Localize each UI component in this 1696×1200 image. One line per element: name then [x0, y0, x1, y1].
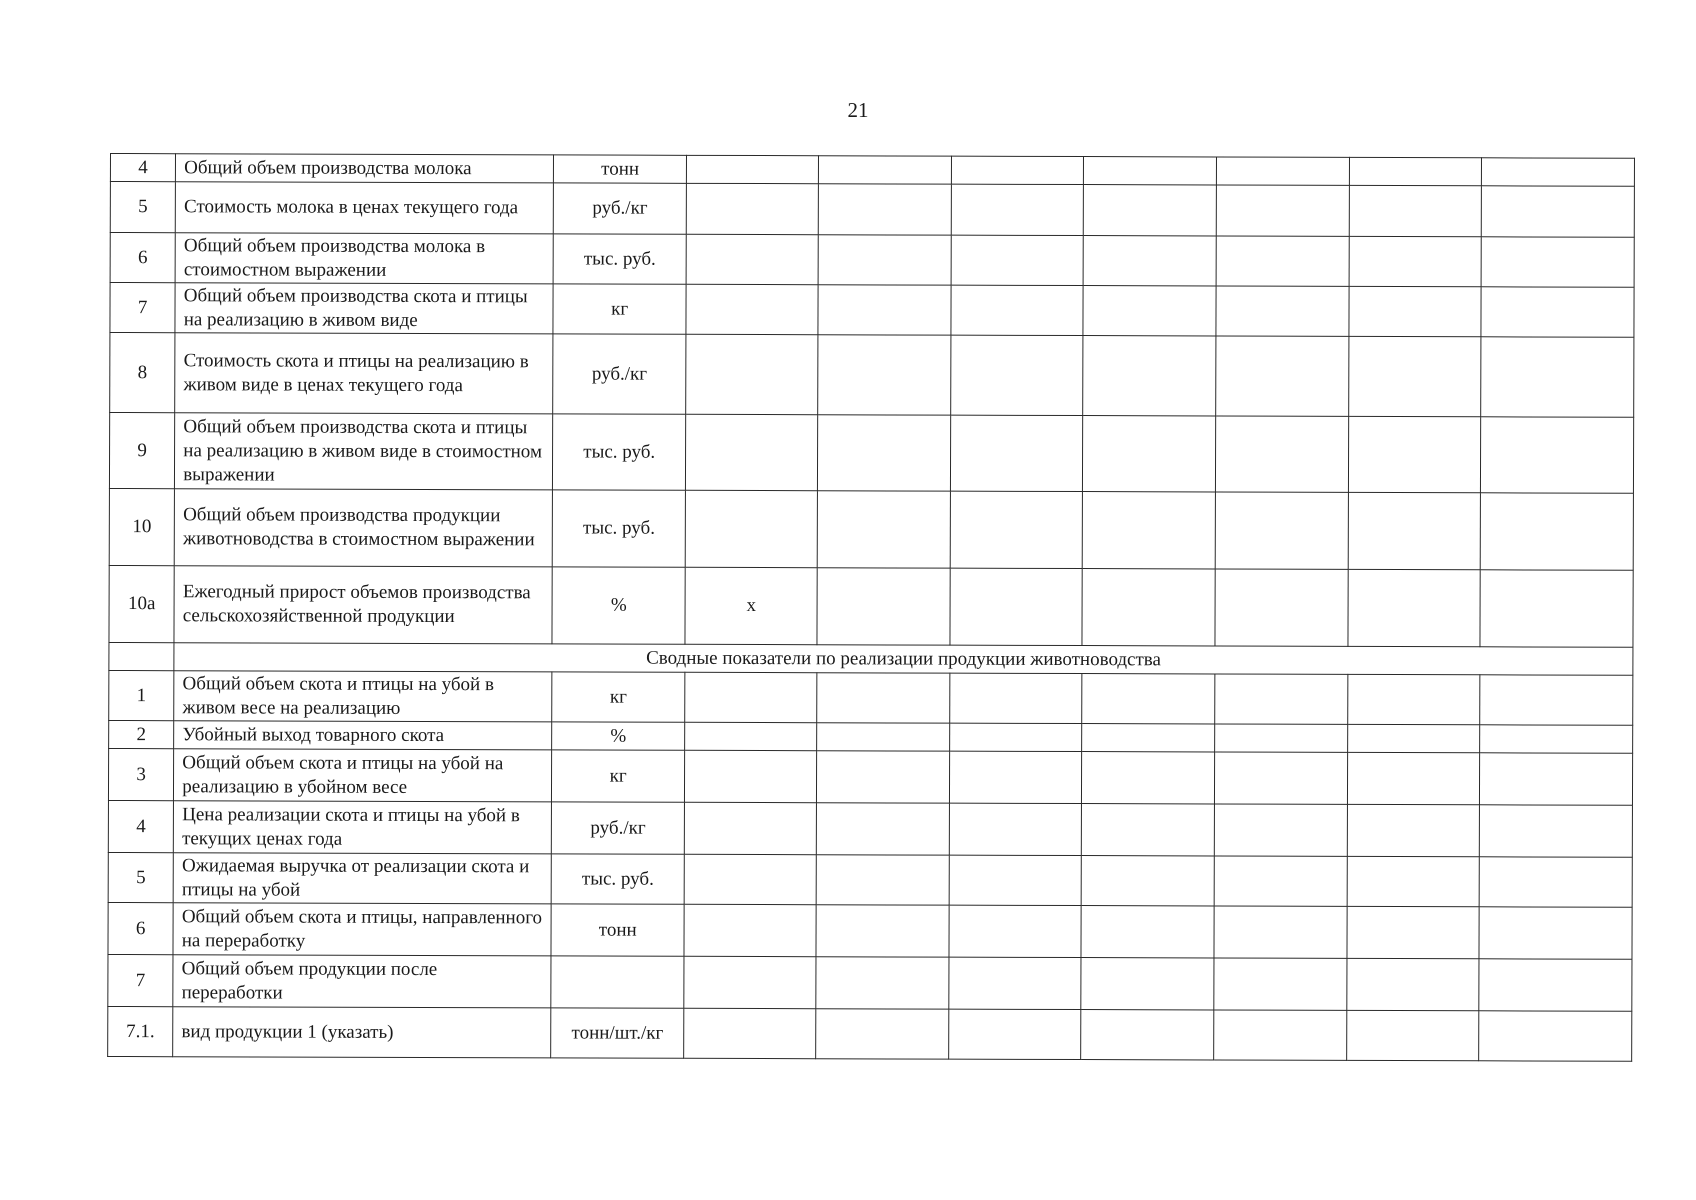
value-cell[interactable]: [1082, 569, 1215, 646]
value-cell[interactable]: [1480, 570, 1633, 647]
unit-cell: тыс. руб.: [552, 854, 685, 904]
value-cell[interactable]: [1480, 725, 1633, 753]
row-number: 3: [108, 748, 173, 800]
table-row: [109, 488, 1633, 570]
value-cell[interactable]: [1347, 569, 1480, 646]
indicator-label: Стоимость скота и птицы на реализацию в живом виде в ценах текущего года: [175, 333, 553, 414]
value-cell[interactable]: [817, 803, 950, 855]
row-number: 1: [109, 670, 174, 720]
value-cell[interactable]: [685, 672, 818, 722]
page-number: 21: [847, 98, 869, 122]
table-row: [108, 1006, 1632, 1061]
value-cell[interactable]: [1214, 856, 1347, 906]
indicator-label: Общий объем скота и птицы на убой в живом весе на реализацию: [174, 671, 552, 722]
value-cell[interactable]: [949, 1009, 1082, 1059]
value-cell[interactable]: [950, 568, 1083, 645]
value-cell[interactable]: [818, 285, 951, 335]
indicator-label: Цена реализации скота и птицы на убой в текущих ценах года: [174, 801, 552, 854]
value-cell[interactable]: [1346, 958, 1479, 1010]
value-cell[interactable]: [1480, 493, 1633, 570]
value-cell[interactable]: [1347, 856, 1480, 906]
indicator-label: Общий объем производства скота и птицы на реализацию в живом виде в стоимостном выражении: [175, 413, 553, 490]
value-cell[interactable]: [1480, 417, 1633, 493]
value-cell[interactable]: [950, 491, 1083, 568]
value-cell[interactable]: [817, 568, 950, 645]
value-cell[interactable]: [816, 957, 949, 1009]
value-cell[interactable]: [819, 156, 952, 184]
value-cell[interactable]: [684, 1008, 817, 1058]
value-cell[interactable]: [1347, 724, 1480, 752]
row-number: 6: [110, 233, 175, 283]
value-cell[interactable]: [685, 414, 818, 490]
value-cell[interactable]: [818, 415, 951, 491]
unit-cell: кг: [552, 750, 685, 802]
value-cell[interactable]: [1479, 753, 1632, 805]
value-cell[interactable]: [686, 155, 819, 183]
value-cell[interactable]: [1216, 185, 1349, 236]
value-cell[interactable]: [1348, 416, 1481, 492]
value-cell[interactable]: [686, 334, 819, 414]
value-cell[interactable]: [686, 183, 819, 234]
value-cell[interactable]: [1082, 724, 1215, 752]
value-cell[interactable]: [1215, 416, 1348, 492]
row-number: 7: [108, 954, 173, 1006]
value-cell[interactable]: [1481, 186, 1634, 237]
unit-cell: кг: [553, 284, 686, 334]
row-number: 4: [110, 154, 175, 182]
table-row: [108, 902, 1632, 959]
unit-cell: руб./кг: [554, 183, 687, 234]
value-cell[interactable]: [1479, 857, 1632, 907]
value-cell[interactable]: [684, 904, 817, 956]
indicator-label: Общий объем скота и птицы на убой на реализацию в убойном весе: [174, 749, 552, 802]
indicator-label: Общий объем производства молока в стоимостном выражении: [175, 233, 553, 284]
value-cell[interactable]: [1084, 157, 1217, 185]
row-number: 9: [109, 413, 174, 489]
unit-cell: тонн/шт./кг: [551, 1008, 684, 1058]
value-cell[interactable]: [951, 235, 1084, 285]
value-cell[interactable]: [684, 956, 817, 1008]
row-number: 2: [109, 720, 174, 748]
value-cell[interactable]: [949, 957, 1082, 1009]
indicator-label: Общий объем производства продукции животноводства в стоимостном выражении: [174, 489, 552, 567]
value-cell[interactable]: [1083, 336, 1216, 416]
value-cell[interactable]: [1481, 287, 1634, 337]
value-cell[interactable]: [1481, 237, 1634, 287]
value-cell[interactable]: [1082, 804, 1215, 856]
row-number: 5: [110, 182, 175, 233]
value-cell[interactable]: [949, 905, 1082, 957]
value-cell[interactable]: [1081, 958, 1214, 1010]
value-cell[interactable]: [685, 490, 818, 567]
table-row: [110, 283, 1634, 338]
value-cell[interactable]: [817, 751, 950, 803]
value-cell[interactable]: [819, 235, 952, 285]
value-cell[interactable]: [950, 723, 1083, 751]
indicator-label: Убойный выход товарного скота: [174, 721, 552, 750]
value-cell[interactable]: [1215, 674, 1348, 724]
indicators-table: [107, 153, 1635, 1062]
value-cell[interactable]: [951, 285, 1084, 335]
value-cell[interactable]: [1214, 804, 1347, 856]
value-cell[interactable]: [1216, 286, 1349, 336]
value-cell[interactable]: [1348, 336, 1481, 416]
row-number: 7.1.: [108, 1006, 173, 1056]
value-cell[interactable]: [684, 802, 817, 854]
value-cell[interactable]: [817, 855, 950, 905]
indicator-label: Стоимость молока в ценах текущего года: [175, 182, 553, 234]
value-cell[interactable]: [818, 335, 951, 415]
row-number: 5: [108, 852, 173, 902]
value-cell[interactable]: [1479, 1011, 1632, 1061]
value-cell[interactable]: [1215, 724, 1348, 752]
row-number: 7: [110, 283, 175, 333]
value-cell[interactable]: [817, 723, 950, 751]
value-cell[interactable]: [1347, 674, 1480, 724]
value-cell[interactable]: [1083, 286, 1216, 336]
value-cell[interactable]: [951, 156, 1084, 184]
value-cell[interactable]: [951, 335, 1084, 415]
value-cell[interactable]: [1081, 906, 1214, 958]
table-row: [110, 182, 1634, 238]
value-cell[interactable]: [1083, 492, 1216, 569]
value-cell[interactable]: [1216, 236, 1349, 286]
value-cell[interactable]: [1480, 675, 1633, 725]
value-cell[interactable]: [684, 750, 817, 802]
indicator-label: Ожидаемая выручка от реализации скота и птицы на убой: [173, 853, 551, 904]
value-cell[interactable]: [685, 722, 818, 750]
unit-cell: руб./кг: [553, 334, 686, 414]
value-cell[interactable]: [1347, 804, 1480, 856]
value-cell[interactable]: [1214, 752, 1347, 804]
value-cell[interactable]: [1346, 1010, 1479, 1060]
value-cell[interactable]: х: [685, 567, 818, 644]
value-cell[interactable]: [1479, 805, 1632, 857]
value-cell[interactable]: [817, 673, 950, 723]
table-row: [108, 800, 1632, 857]
value-cell[interactable]: [1082, 674, 1215, 724]
value-cell[interactable]: [950, 673, 1083, 723]
value-cell[interactable]: [1083, 416, 1216, 492]
table-row: [108, 954, 1632, 1011]
indicators-table-sheet: [107, 153, 1635, 1062]
value-cell[interactable]: [816, 905, 949, 957]
value-cell[interactable]: [1216, 336, 1349, 416]
unit-cell: тыс. руб.: [554, 234, 687, 284]
row-number: 8: [110, 333, 175, 413]
value-cell[interactable]: [1214, 1010, 1347, 1060]
value-cell[interactable]: [684, 854, 817, 904]
value-cell[interactable]: [1214, 906, 1347, 958]
indicator-label: Общий объем производства молока: [176, 154, 554, 183]
unit-cell: %: [552, 567, 685, 644]
table-row: [108, 748, 1632, 805]
value-cell[interactable]: [686, 234, 819, 284]
unit-cell: [551, 956, 684, 1008]
value-cell[interactable]: [1081, 1010, 1214, 1060]
value-cell[interactable]: [1347, 752, 1480, 804]
table-row: [108, 852, 1632, 907]
value-cell[interactable]: [1215, 569, 1348, 646]
value-cell[interactable]: [949, 855, 1082, 905]
value-cell[interactable]: [1084, 185, 1217, 236]
value-cell[interactable]: [1349, 236, 1482, 286]
value-cell[interactable]: [1082, 856, 1215, 906]
value-cell[interactable]: [1346, 906, 1479, 958]
unit-cell: тыс. руб.: [553, 490, 686, 567]
table-row: [109, 413, 1633, 494]
indicator-label: Ежегодный прирост объемов производства сельскохозяйственной продукции: [174, 566, 552, 644]
table-row: [110, 233, 1634, 288]
table-row: [110, 333, 1634, 418]
value-cell[interactable]: [1216, 157, 1349, 185]
unit-cell: кг: [552, 672, 685, 722]
unit-cell: тонн: [554, 155, 687, 183]
table-row: [109, 565, 1633, 647]
indicator-label: Общий объем продукции после переработки: [173, 955, 551, 1008]
section-number-cell: [109, 642, 174, 670]
indicator-label: Общий объем скота и птицы, направленного на переработку: [173, 903, 551, 956]
row-number: 10: [109, 488, 174, 565]
value-cell[interactable]: [816, 1009, 949, 1059]
unit-cell: тонн: [551, 904, 684, 956]
value-cell[interactable]: [1479, 959, 1632, 1011]
value-cell[interactable]: [1082, 752, 1215, 804]
unit-cell: тыс. руб.: [553, 414, 686, 490]
value-cell[interactable]: [1481, 337, 1634, 417]
value-cell[interactable]: [1349, 185, 1482, 236]
row-number: 10а: [109, 565, 174, 642]
value-cell[interactable]: [1348, 286, 1481, 336]
indicator-label: вид продукции 1 (указать): [173, 1007, 551, 1058]
section-title: Сводные показатели по реализации продукции животноводства: [174, 643, 1633, 676]
value-cell[interactable]: [1215, 492, 1348, 569]
row-number: 6: [108, 902, 173, 954]
unit-cell: руб./кг: [552, 802, 685, 854]
row-number: 4: [108, 800, 173, 852]
value-cell[interactable]: [686, 284, 819, 334]
value-cell[interactable]: [1349, 157, 1482, 185]
value-cell[interactable]: [1348, 492, 1481, 569]
value-cell[interactable]: [1479, 907, 1632, 959]
value-cell[interactable]: [818, 491, 951, 568]
value-cell[interactable]: [950, 415, 1083, 491]
value-cell[interactable]: [1481, 158, 1634, 186]
value-cell[interactable]: [819, 184, 952, 235]
value-cell[interactable]: [951, 184, 1084, 235]
value-cell[interactable]: [949, 803, 1082, 855]
value-cell[interactable]: [1084, 236, 1217, 286]
indicator-label: Общий объем производства скота и птицы на реализацию в живом виде: [175, 283, 553, 334]
value-cell[interactable]: [949, 751, 1082, 803]
table-row: [109, 670, 1633, 725]
unit-cell: %: [552, 722, 685, 750]
value-cell[interactable]: [1214, 958, 1347, 1010]
